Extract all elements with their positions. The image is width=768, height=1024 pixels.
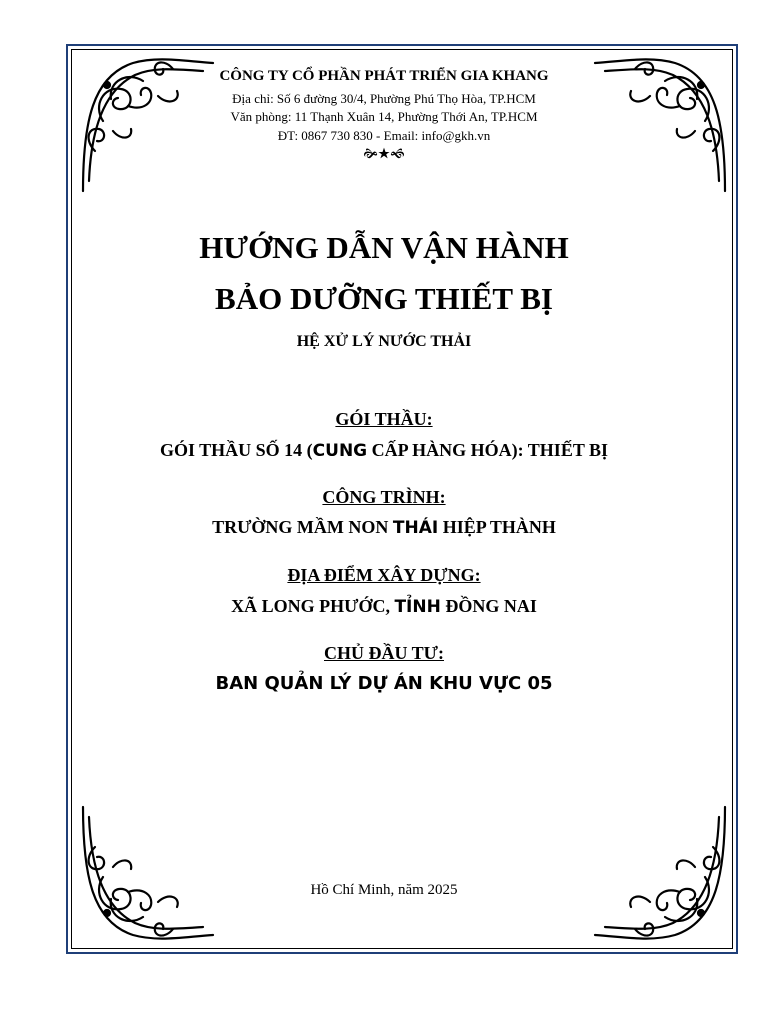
document-title-line-1: HƯỚNG DẪN VẬN HÀNH (199, 230, 569, 265)
corner-ornament-bottom-right (585, 797, 735, 947)
company-contact: ĐT: 0867 730 830 - Email: info@gkh.vn (277, 128, 491, 143)
investor-value: BAN QUẢN LÝ DỰ ÁN KHU VỰC 05 (215, 673, 553, 694)
package-value-part-3: CẤP HÀNG HÓA): THIẾT BỊ (367, 440, 609, 460)
project-value-part-2: THÁI (392, 518, 439, 538)
project-value-part-3: HIỆP THÀNH (438, 517, 556, 537)
package-value-part-2: CUNG (312, 441, 368, 461)
investor-label: CHỦ ĐẦU TƯ: (324, 643, 444, 663)
place-date: Hồ Chí Minh, năm 2025 (310, 882, 458, 898)
package-value (0, 440, 768, 461)
package-value-part-1: GÓI THẦU SỐ 14 ( (159, 440, 313, 460)
project-value-part-1: TRƯỜNG MẦM NON (212, 517, 393, 537)
divider-ornament: 🙞★🙜 (363, 146, 405, 161)
company-office: Văn phòng: 11 Thạnh Xuân 14, Phường Thới An, TP.HCM (230, 109, 538, 124)
corner-ornament-bottom-left (73, 797, 223, 947)
document-title-line-2: BẢO DƯỠNG THIẾT BỊ (215, 281, 553, 316)
company-address: Địa chỉ: Số 6 đường 30/4, Phường Phú Thọ Hòa, TP.HCM (232, 91, 536, 106)
project-label: CÔNG TRÌNH: (322, 487, 446, 507)
company-name: CÔNG TY CỔ PHẦN PHÁT TRIỂN GIA KHANG (219, 68, 549, 84)
location-label: ĐỊA ĐIỂM XÂY DỰNG: (287, 565, 481, 585)
location-value-part-1: XÃ LONG PHƯỚC, (231, 596, 395, 616)
document-subtitle: HỆ XỬ LÝ NƯỚC THẢI (296, 333, 472, 350)
location-value (0, 596, 768, 617)
location-value-part-2: TỈNH (394, 597, 441, 617)
location-value-part-3: ĐỒNG NAI (440, 596, 537, 616)
project-value (0, 517, 768, 538)
package-label: GÓI THẦU: (335, 409, 433, 429)
